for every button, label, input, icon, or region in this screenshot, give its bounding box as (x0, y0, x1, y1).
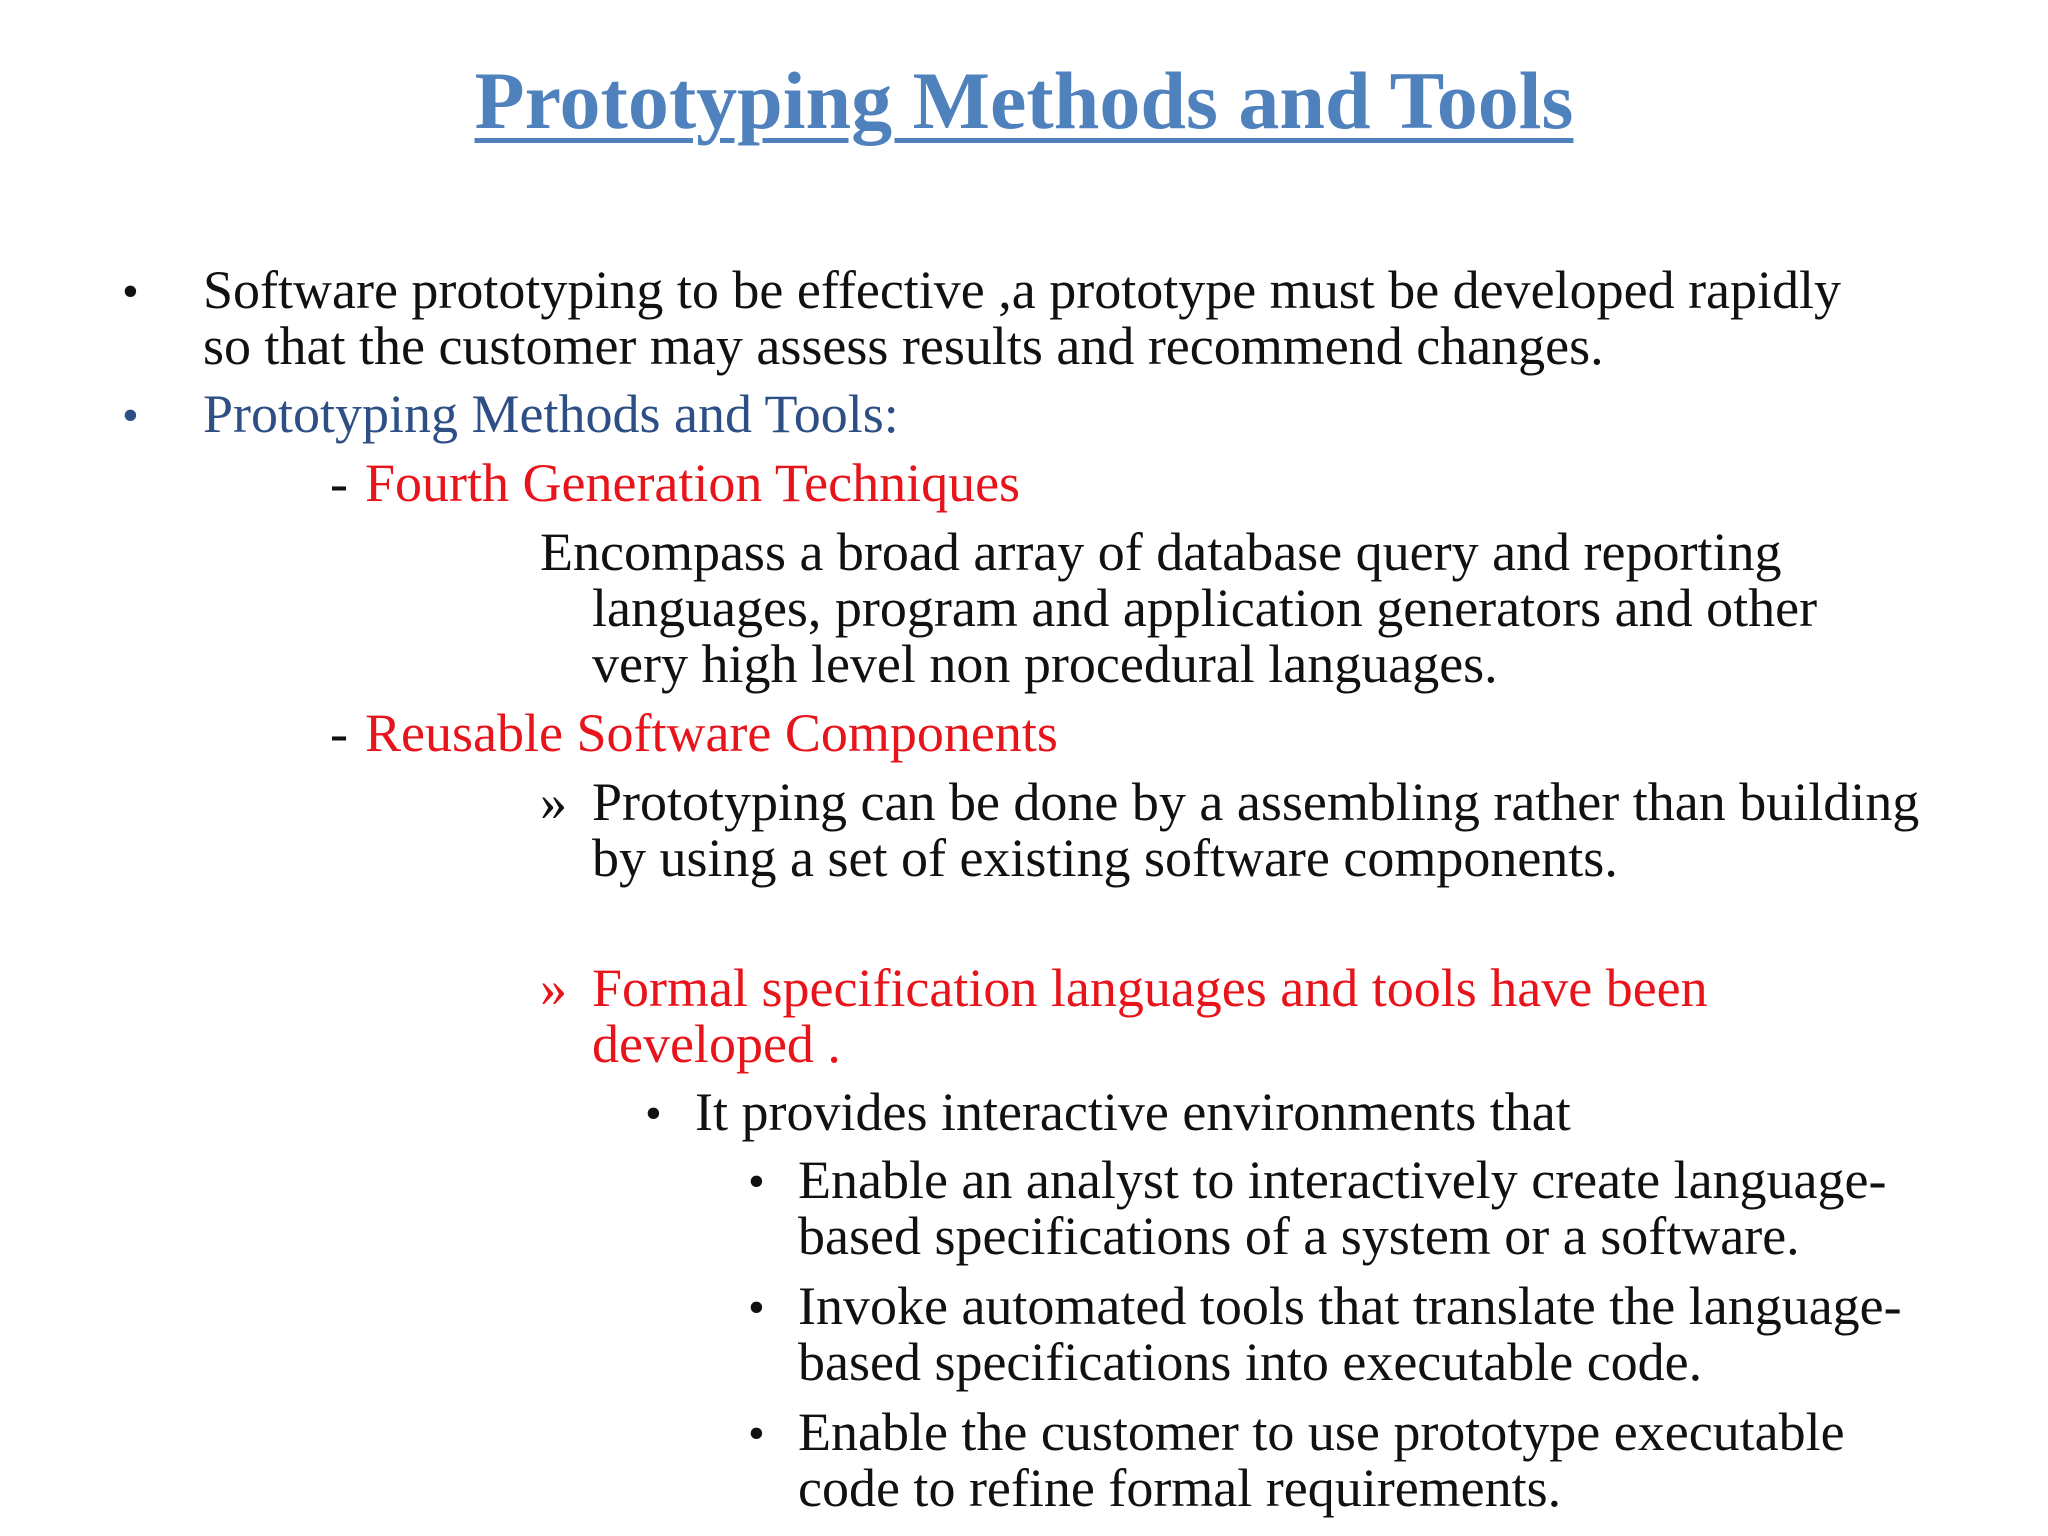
interactive-sub2-line2: based specifications into executable code. (798, 1332, 1703, 1392)
reusable-item2-line2: developed . (592, 1014, 841, 1074)
reusable-item1-line2: by using a set of existing software components. (592, 828, 1618, 888)
bullet-marker: • (645, 1087, 662, 1140)
fourth-gen-heading: Fourth Generation Techniques (365, 453, 1021, 513)
dash-marker: - (330, 453, 348, 513)
bullet-marker: • (122, 265, 139, 318)
slide-title: Prototyping Methods and Tools (474, 55, 1574, 146)
bullet1-line2: so that the customer may assess results and recommend changes. (203, 316, 1604, 376)
interactive-text: It provides interactive environments that (695, 1082, 1571, 1142)
bullet2-text: Prototyping Methods and Tools: (203, 384, 899, 444)
interactive-sub1-line1: Enable an analyst to interactively create language- (798, 1150, 1887, 1210)
fourth-gen-line1: Encompass a broad array of database query and reporting (540, 522, 1782, 582)
fourth-gen-line2: languages, program and application generators and other (592, 578, 1818, 638)
interactive-sub1-line2: based specifications of a system or a software. (798, 1206, 1800, 1266)
raquo-marker: » (540, 772, 567, 832)
reusable-heading: Reusable Software Components (365, 703, 1058, 763)
bullet1-line1: Software prototyping to be effective ,a prototype must be developed rapidly (203, 260, 1842, 320)
fourth-gen-line3: very high level non procedural languages. (592, 634, 1498, 694)
bullet-marker: • (748, 1281, 765, 1334)
interactive-sub3-line1: Enable the customer to use prototype executable (798, 1402, 1845, 1462)
interactive-sub3-line2: code to refine formal requirements. (798, 1458, 1562, 1518)
reusable-item2-line1: Formal specification languages and tools have been (592, 958, 1708, 1018)
dash-marker: - (330, 703, 348, 763)
reusable-item1-line1: Prototyping can be done by a assembling rather than building (592, 772, 1920, 832)
bullet-marker: • (748, 1407, 765, 1460)
interactive-sub2-line1: Invoke automated tools that translate the language- (798, 1276, 1902, 1336)
raquo-marker: » (540, 958, 567, 1018)
bullet-marker: • (122, 389, 139, 442)
bullet-marker: • (748, 1155, 765, 1208)
